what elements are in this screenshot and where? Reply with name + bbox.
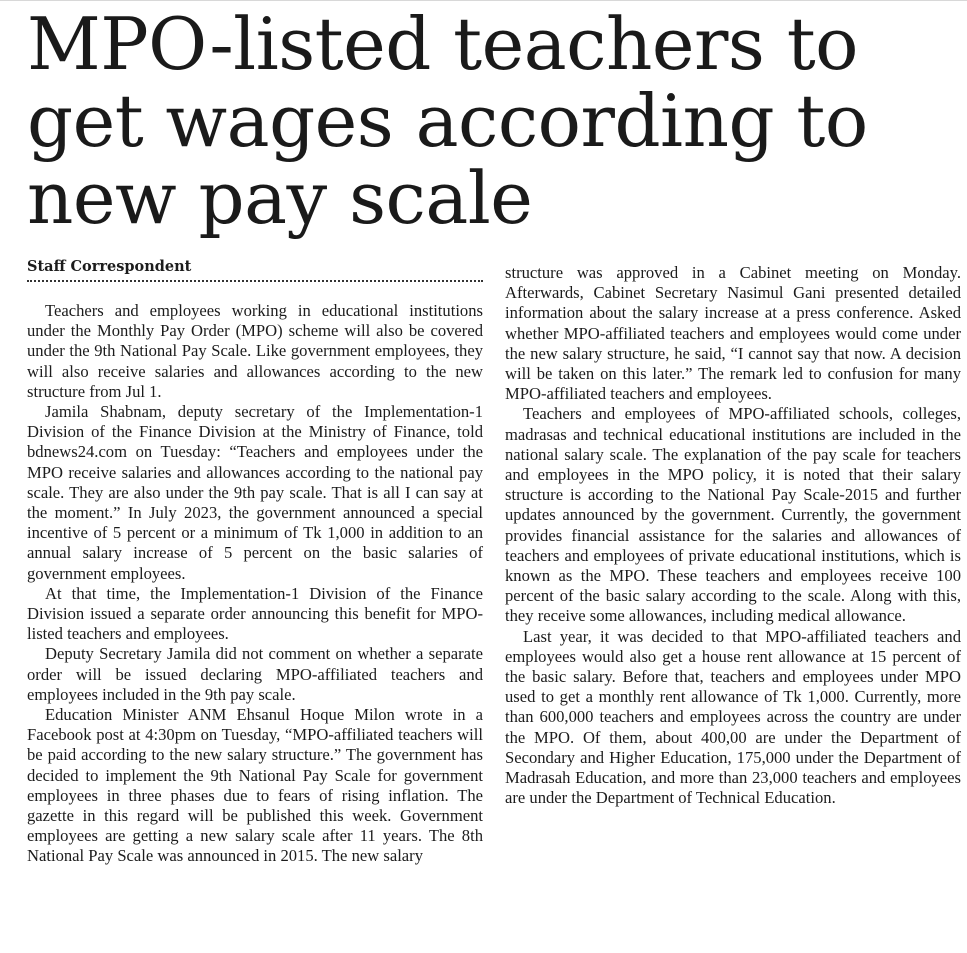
paragraph: Last year, it was decided to that MPO-affiliated teachers and employees would also get a house rent allowance at 15 percent of the basic salary. Before that, teachers and employees under MPO used to get a monthly rent allowance of Tk 1,000. Currently, more than 600,000 teachers and employees across the country are under the MPO. Of them, about 400,00 are under the Department of Secondary and Higher Education, 175,000 under the Department of Madrasah Education, and more than 23,000 teachers and employees are under the Department of Technical Education. (505, 626, 961, 808)
headline: MPO-listed teachers to get wages according to new pay scale (27, 2, 868, 240)
paragraph: Teachers and employees of MPO-affiliated schools, colleges, madrasas and technical educational institutions are included in the national salary scale. The explanation of the pay scale for teachers and employees in the MPO policy, it is noted that their salary structure is according to the National Pay Scale-2015 and further updates announced by the government. Currently, the government provides financial assistance for the salaries and allowances of teachers and employees of private educational institutions, which is known as the MPO. These teachers and employees receive 100 percent of the basic salary according to the scale. Along with this, they receive some allowances, including medical allowance. (505, 404, 961, 626)
paragraph: structure was approved in a Cabinet meeting on Monday. Afterwards, Cabinet Secretary Nasimul Gani presented detailed information about the salary increase at a press conference. Asked whether MPO-affiliated teachers and employees would come under the new salary structure, he said, “I cannot say that now. A decision will be taken on this later.” The remark led to confusion for many MPO-affiliated teachers and employees. (505, 263, 961, 404)
article-column-left (27, 258, 483, 867)
byline-divider (27, 280, 483, 282)
paragraph: At that time, the Implementation-1 Division of the Finance Division issued a separate order announcing this benefit for MPO-listed teachers and employees. (27, 583, 483, 644)
paragraph: Deputy Secretary Jamila did not comment on whether a separate order will be issued declaring MPO-affiliated teachers and employees included in the 9th pay scale. (27, 644, 483, 704)
article-column-right (505, 263, 961, 808)
paragraph: Jamila Shabnam, deputy secretary of the Implementation-1 Division of the Finance Division at the Ministry of Finance, told bdnews24.com on Tuesday: “Teachers and employees under the MPO receive salaries and allowances according to the national pay scale. They are also under the 9th pay scale. That is all I can say at the moment.” In July 2023, the government announced a special incentive of 5 percent or a minimum of Tk 1,000 in addition to an annual salary increase of 5 percent on the basic salaries of government employees. (27, 402, 483, 583)
paragraph: Education Minister ANM Ehsanul Hoque Milon wrote in a Facebook post at 4:30pm on Tuesday, “MPO-affiliated teachers will be paid according to the new salary structure.” The government has decided to implement the 9th National Pay Scale for government employees in three phases due to fears of rising inflation. The gazette in this regard will be published this week. Government employees are getting a new salary scale after 11 years. The 8th National Pay Scale was announced in 2015. The new salary (27, 705, 483, 866)
byline: Staff Correspondent (27, 258, 192, 275)
paragraph: Teachers and employees working in educational institutions under the Monthly Pay Order (MPO) scheme will also be covered under the 9th National Pay Scale. Like government employees, they will also receive salaries and allowances according to the new structure from Jul 1. (27, 301, 483, 401)
top-rule (0, 0, 967, 1)
